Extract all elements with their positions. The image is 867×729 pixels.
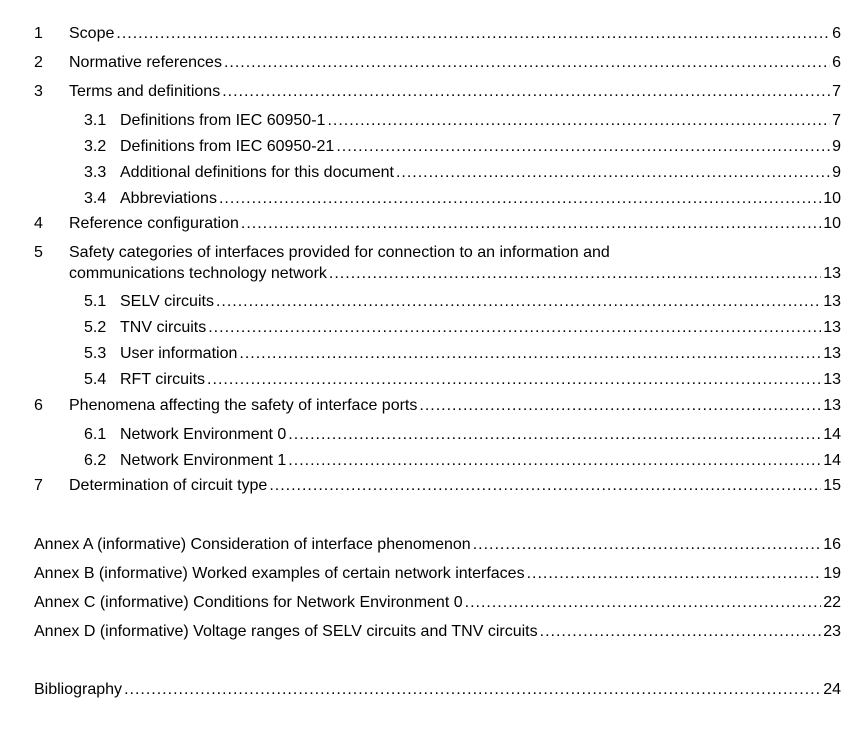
toc-entry-5-2[interactable] — [84, 317, 841, 339]
toc-entry-title: Network Environment 1 — [120, 452, 287, 469]
toc-entry-6-2[interactable] — [84, 450, 841, 472]
toc-annex-b[interactable] — [34, 563, 841, 585]
toc-entry-number: 5.1 — [84, 293, 107, 310]
toc-entry-page: 10 — [823, 190, 841, 207]
toc-annex-page: 23 — [823, 623, 841, 640]
dot-leader — [207, 369, 821, 391]
dot-leader — [336, 136, 830, 158]
toc-entry-title: RFT circuits — [120, 371, 206, 388]
toc-annex-d[interactable] — [34, 621, 841, 643]
toc-entry-title: Scope — [69, 25, 115, 42]
toc-entry-number: 5.4 — [84, 371, 107, 388]
dot-leader — [396, 162, 830, 184]
toc-entry-page: 13 — [823, 319, 841, 336]
toc-entry-title: Phenomena affecting the safety of interface ports — [69, 397, 418, 414]
toc-entry-page: 6 — [832, 54, 841, 71]
toc-entry-page: 13 — [823, 293, 841, 310]
toc-annex-c[interactable] — [34, 592, 841, 614]
toc-bibliography[interactable] — [34, 679, 841, 701]
toc-entry-number: 6.1 — [84, 426, 107, 443]
dot-leader — [219, 188, 821, 210]
toc-entry-number: 1 — [34, 25, 43, 42]
toc-entry-number: 3.2 — [84, 138, 107, 155]
toc-entry-number: 3.4 — [84, 190, 107, 207]
dot-leader — [327, 110, 830, 132]
toc-entry-title: Determination of circuit type — [69, 477, 268, 494]
dot-leader — [269, 475, 821, 497]
dot-leader — [527, 563, 822, 585]
toc-entry-title: TNV circuits — [120, 319, 207, 336]
toc-entry-3[interactable] — [34, 81, 841, 103]
dot-leader — [239, 343, 821, 365]
toc-entry-page: 9 — [832, 164, 841, 181]
toc-entry-title-line1[interactable]: Safety categories of interfaces provided for connection to an information and — [69, 244, 610, 261]
toc-entry-title: User information — [120, 345, 238, 362]
toc-entry-5-1[interactable] — [84, 291, 841, 313]
toc-entry-number: 5 — [34, 244, 43, 261]
toc-entry-4[interactable] — [34, 213, 841, 235]
toc-annex-page: 22 — [823, 594, 841, 611]
toc-entry-number: 6 — [34, 397, 43, 414]
toc-entry-title: Definitions from IEC 60950-1 — [120, 112, 326, 129]
dot-leader — [116, 23, 830, 45]
toc-entry-7[interactable] — [34, 475, 841, 497]
toc-entry-page: 13 — [823, 345, 841, 362]
dot-leader — [419, 395, 821, 417]
toc-entry-page: 13 — [823, 371, 841, 388]
toc-entry-number: 5.2 — [84, 319, 107, 336]
dot-leader — [288, 450, 821, 472]
toc-entry-title-line2: communications technology network — [69, 265, 327, 282]
toc-entry-title: Additional definitions for this document — [120, 164, 394, 181]
toc-entry-page: 7 — [832, 112, 841, 129]
toc-bibliography-title: Bibliography — [34, 681, 123, 698]
toc-entry-3-1[interactable] — [84, 110, 841, 132]
toc-entry-number: 4 — [34, 215, 43, 232]
toc-annex-title: Annex C (informative) Conditions for Network Environment 0 — [34, 594, 463, 611]
toc-annex-a[interactable] — [34, 534, 841, 556]
toc-entry-title: Abbreviations — [120, 190, 217, 207]
toc-entry-title: Terms and definitions — [69, 83, 221, 100]
dot-leader — [224, 52, 830, 74]
toc-entry-title: Reference configuration — [69, 215, 239, 232]
toc-entry-2[interactable] — [34, 52, 841, 74]
dot-leader — [208, 317, 821, 339]
toc-entry-3-3[interactable] — [84, 162, 841, 184]
toc-entry-1[interactable] — [34, 23, 841, 45]
toc-entry-page: 10 — [823, 215, 841, 232]
toc-entry-5[interactable] — [34, 263, 841, 285]
toc-entry-6[interactable] — [34, 395, 841, 417]
toc-entry-number: 3.3 — [84, 164, 107, 181]
dot-leader — [329, 263, 821, 285]
toc-entry-number: 5.3 — [84, 345, 107, 362]
dot-leader — [465, 592, 822, 614]
dot-leader — [124, 679, 821, 701]
dot-leader — [222, 81, 830, 103]
toc-entry-3-2[interactable] — [84, 136, 841, 158]
toc-annex-title: Annex D (informative) Voltage ranges of SELV circuits and TNV circuits — [34, 623, 538, 640]
toc-entry-number: 3 — [34, 83, 43, 100]
toc-entry-page: 14 — [823, 452, 841, 469]
dot-leader — [540, 621, 822, 643]
toc-entry-page: 9 — [832, 138, 841, 155]
toc-annex-page: 16 — [823, 536, 841, 553]
toc-entry-page: 6 — [832, 25, 841, 42]
toc-entry-title: Normative references — [69, 54, 222, 71]
toc-entry-page: 7 — [832, 83, 841, 100]
toc-entry-title: SELV circuits — [120, 293, 214, 310]
dot-leader — [216, 291, 821, 313]
toc-entry-3-4[interactable] — [84, 188, 841, 210]
toc-entry-number: 6.2 — [84, 452, 107, 469]
toc-annex-page: 19 — [823, 565, 841, 582]
toc-bibliography-page: 24 — [823, 681, 841, 698]
dot-leader — [288, 424, 821, 446]
toc-entry-title: Network Environment 0 — [120, 426, 287, 443]
toc-entry-number: 3.1 — [84, 112, 107, 129]
toc-annex-title: Annex B (informative) Worked examples of certain network interfaces — [34, 565, 525, 582]
toc-entry-5-3[interactable] — [84, 343, 841, 365]
toc-entry-page: 13 — [823, 397, 841, 414]
toc-entry-page: 15 — [823, 477, 841, 494]
toc-entry-page: 13 — [823, 265, 841, 282]
toc-entry-5-4[interactable] — [84, 369, 841, 391]
toc-entry-6-1[interactable] — [84, 424, 841, 446]
dot-leader — [241, 213, 821, 235]
dot-leader — [473, 534, 822, 556]
toc-entry-page: 14 — [823, 426, 841, 443]
toc-entry-title: Definitions from IEC 60950-21 — [120, 138, 335, 155]
toc-entry-number: 7 — [34, 477, 43, 494]
toc-annex-title: Annex A (informative) Consideration of interface phenomenon — [34, 536, 471, 553]
toc-entry-number: 2 — [34, 54, 43, 71]
